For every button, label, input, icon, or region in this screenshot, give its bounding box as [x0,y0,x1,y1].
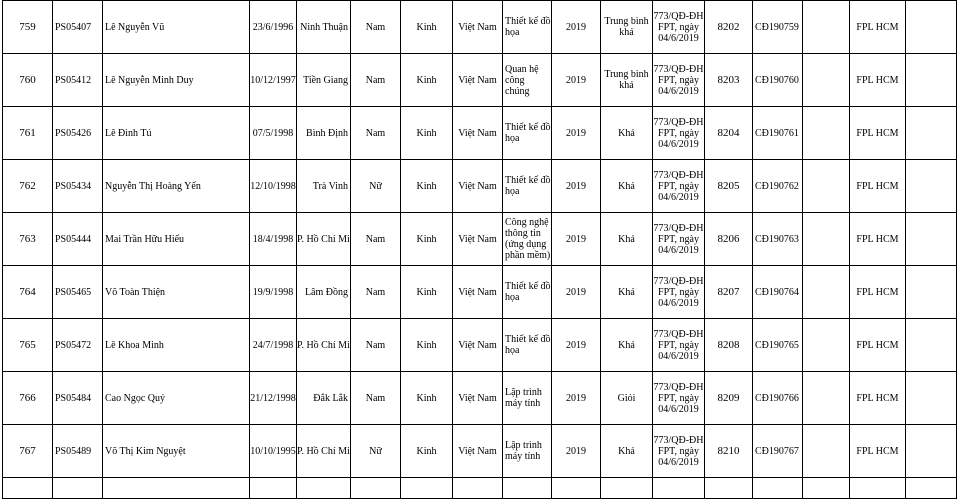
cell-major: Lập trình máy tính [503,372,552,425]
cell-notes [803,372,850,425]
cell-decision: 773/QĐ-ĐH FPT, ngày 04/6/2019 [653,54,705,107]
cell-birthplace: Tiền Giang [297,54,351,107]
table-row [3,266,957,319]
cell-nationality: Việt Nam [453,107,503,160]
cell-student-id: PS05472 [53,319,103,372]
cell-birthplace: Ninh Thuận [297,1,351,54]
cell-register-number: CĐ190761 [753,107,803,160]
cell-register-number: CĐ190764 [753,266,803,319]
cell-major: Thiết kế đồ họa [503,160,552,213]
cell-diploma-number: 8210 [705,425,753,478]
graduates-table [2,0,957,499]
cell-register-number: CĐ190766 [753,372,803,425]
cell-diploma-number: 8202 [705,1,753,54]
cell-graduation-year: 2019 [552,213,601,266]
cell-full-name: Nguyễn Thị Hoàng Yến [103,160,250,213]
cell-campus: FPL HCM [850,107,906,160]
cell-stt: 763 [3,213,53,266]
cell-classification: Khá [601,213,653,266]
cell-campus: FPL HCM [850,54,906,107]
cell-nationality: Việt Nam [453,319,503,372]
cell-full-name: Lê Nguyễn Minh Duy [103,54,250,107]
cell-campus: FPL HCM [850,319,906,372]
cell-birth-date: 10/10/1995 [250,425,297,478]
cell-birthplace: Lâm Đồng [297,266,351,319]
cell-notes [803,266,850,319]
cell-classification: Khá [601,107,653,160]
cell-birth-date: 07/5/1998 [250,107,297,160]
cell-campus: FPL HCM [850,372,906,425]
cell-campus: FPL HCM [850,266,906,319]
cell-diploma-number: 8207 [705,266,753,319]
graduates-sheet [2,0,956,499]
cell-graduation-year: 2019 [552,1,601,54]
cell-major: Thiết kế đồ họa [503,266,552,319]
cell-full-name: Lê Nguyễn Vũ [103,1,250,54]
cell-student-id: PS05444 [53,213,103,266]
cell-birthplace: Bình Định [297,107,351,160]
cell-gender: Nam [351,319,401,372]
cell-campus: FPL HCM [850,1,906,54]
cell-classification: Giỏi [601,372,653,425]
cell-ethnicity: Kinh [401,160,453,213]
cell-student-id: PS05407 [53,1,103,54]
cell-empty [906,160,957,213]
cell-student-id: PS05434 [53,160,103,213]
cell-decision: 773/QĐ-ĐH FPT, ngày 04/6/2019 [653,425,705,478]
cell-diploma-number: 8205 [705,160,753,213]
cell-diploma-number: 8203 [705,54,753,107]
cell-stt: 762 [3,160,53,213]
cell-gender: Nam [351,372,401,425]
cell-gender: Nữ [351,425,401,478]
cell-birthplace: Trà Vinh [297,160,351,213]
cell-nationality: Việt Nam [453,54,503,107]
cell-register-number: CĐ190762 [753,160,803,213]
cell-empty [906,213,957,266]
table-row [3,107,957,160]
cell-notes [803,107,850,160]
cell-gender: Nam [351,1,401,54]
cell-student-id: PS05484 [53,372,103,425]
cell-full-name: Võ Thị Kim Nguyệt [103,425,250,478]
table-body [3,1,957,478]
cell-stt: 764 [3,266,53,319]
cell-nationality: Việt Nam [453,160,503,213]
cell-major: Thiết kế đồ họa [503,1,552,54]
cell-notes [803,213,850,266]
cell-stt: 766 [3,372,53,425]
cell-campus: FPL HCM [850,160,906,213]
cell-ethnicity: Kinh [401,107,453,160]
cell-diploma-number: 8209 [705,372,753,425]
cell-birthplace: Đắk Lắk [297,372,351,425]
cell-birth-date: 24/7/1998 [250,319,297,372]
cell-birthplace: P. Hồ Chí Mi [297,213,351,266]
cell-full-name: Cao Ngọc Quý [103,372,250,425]
cell-nationality: Việt Nam [453,425,503,478]
cell-birth-date: 21/12/1998 [250,372,297,425]
cell-student-id: PS05426 [53,107,103,160]
cell-stt: 767 [3,425,53,478]
cell-birth-date: 18/4/1998 [250,213,297,266]
cell-ethnicity: Kinh [401,266,453,319]
cell-nationality: Việt Nam [453,1,503,54]
cell-register-number: CĐ190759 [753,1,803,54]
cell-decision: 773/QĐ-ĐH FPT, ngày 04/6/2019 [653,372,705,425]
cell-notes [803,319,850,372]
cell-classification: Khá [601,160,653,213]
cell-diploma-number: 8208 [705,319,753,372]
cell-major: Thiết kế đồ họa [503,319,552,372]
cell-student-id: PS05489 [53,425,103,478]
table-row [3,160,957,213]
cell-classification: Trung bình khá [601,54,653,107]
table-row [3,54,957,107]
cell-notes [803,54,850,107]
cell-empty [906,54,957,107]
cell-empty [906,372,957,425]
cell-major: Công nghệ thông tin (ứng dụng phần mềm) [503,213,552,266]
cell-ethnicity: Kinh [401,372,453,425]
cell-empty [906,1,957,54]
cell-student-id: PS05465 [53,266,103,319]
cell-classification: Khá [601,425,653,478]
cell-full-name: Mai Trần Hữu Hiếu [103,213,250,266]
cell-ethnicity: Kinh [401,319,453,372]
cell-birthplace: P. Hồ Chí Mi [297,319,351,372]
cell-birth-date: 10/12/1997 [250,54,297,107]
table-next-row-edge [3,478,957,499]
cell-ethnicity: Kinh [401,54,453,107]
cell-campus: FPL HCM [850,425,906,478]
table-row [3,372,957,425]
cell-register-number: CĐ190767 [753,425,803,478]
cell-graduation-year: 2019 [552,54,601,107]
cell-notes [803,425,850,478]
cell-empty [906,266,957,319]
cell-stt: 760 [3,54,53,107]
cell-campus: FPL HCM [850,213,906,266]
cell-diploma-number: 8206 [705,213,753,266]
cell-register-number: CĐ190765 [753,319,803,372]
cell-decision: 773/QĐ-ĐH FPT, ngày 04/6/2019 [653,107,705,160]
cell-gender: Nam [351,266,401,319]
cell-gender: Nam [351,213,401,266]
cell-classification: Trung bình khá [601,1,653,54]
cell-graduation-year: 2019 [552,372,601,425]
cell-ethnicity: Kinh [401,1,453,54]
cell-gender: Nam [351,54,401,107]
cell-birth-date: 23/6/1996 [250,1,297,54]
cell-major: Quan hệ công chúng [503,54,552,107]
cell-stt: 761 [3,107,53,160]
cell-ethnicity: Kinh [401,425,453,478]
cell-graduation-year: 2019 [552,160,601,213]
cell-nationality: Việt Nam [453,266,503,319]
cell-diploma-number: 8204 [705,107,753,160]
cell-nationality: Việt Nam [453,213,503,266]
cell-major: Lập trình máy tính [503,425,552,478]
cell-empty [906,425,957,478]
cell-full-name: Lê Khoa Minh [103,319,250,372]
cell-classification: Khá [601,319,653,372]
cell-birth-date: 12/10/1998 [250,160,297,213]
cell-empty [906,107,957,160]
cell-birthplace: P. Hồ Chí Mi [297,425,351,478]
cell-decision: 773/QĐ-ĐH FPT, ngày 04/6/2019 [653,1,705,54]
cell-register-number: CĐ190760 [753,54,803,107]
cell-graduation-year: 2019 [552,425,601,478]
cell-graduation-year: 2019 [552,107,601,160]
table-row [3,425,957,478]
cell-notes [803,1,850,54]
cell-stt: 765 [3,319,53,372]
cell-graduation-year: 2019 [552,319,601,372]
cell-empty [906,319,957,372]
cell-gender: Nam [351,107,401,160]
cell-student-id: PS05412 [53,54,103,107]
table-row [3,1,957,54]
cell-notes [803,160,850,213]
cell-decision: 773/QĐ-ĐH FPT, ngày 04/6/2019 [653,213,705,266]
table-row [3,213,957,266]
cell-decision: 773/QĐ-ĐH FPT, ngày 04/6/2019 [653,319,705,372]
cell-full-name: Lê Đình Tú [103,107,250,160]
cell-ethnicity: Kinh [401,213,453,266]
cell-gender: Nữ [351,160,401,213]
table-row [3,319,957,372]
cell-birth-date: 19/9/1998 [250,266,297,319]
cell-graduation-year: 2019 [552,266,601,319]
cell-full-name: Võ Toàn Thiện [103,266,250,319]
cell-register-number: CĐ190763 [753,213,803,266]
cell-decision: 773/QĐ-ĐH FPT, ngày 04/6/2019 [653,266,705,319]
cell-classification: Khá [601,266,653,319]
cell-decision: 773/QĐ-ĐH FPT, ngày 04/6/2019 [653,160,705,213]
cell-nationality: Việt Nam [453,372,503,425]
cell-stt: 759 [3,1,53,54]
cell-major: Thiết kế đồ họa [503,107,552,160]
